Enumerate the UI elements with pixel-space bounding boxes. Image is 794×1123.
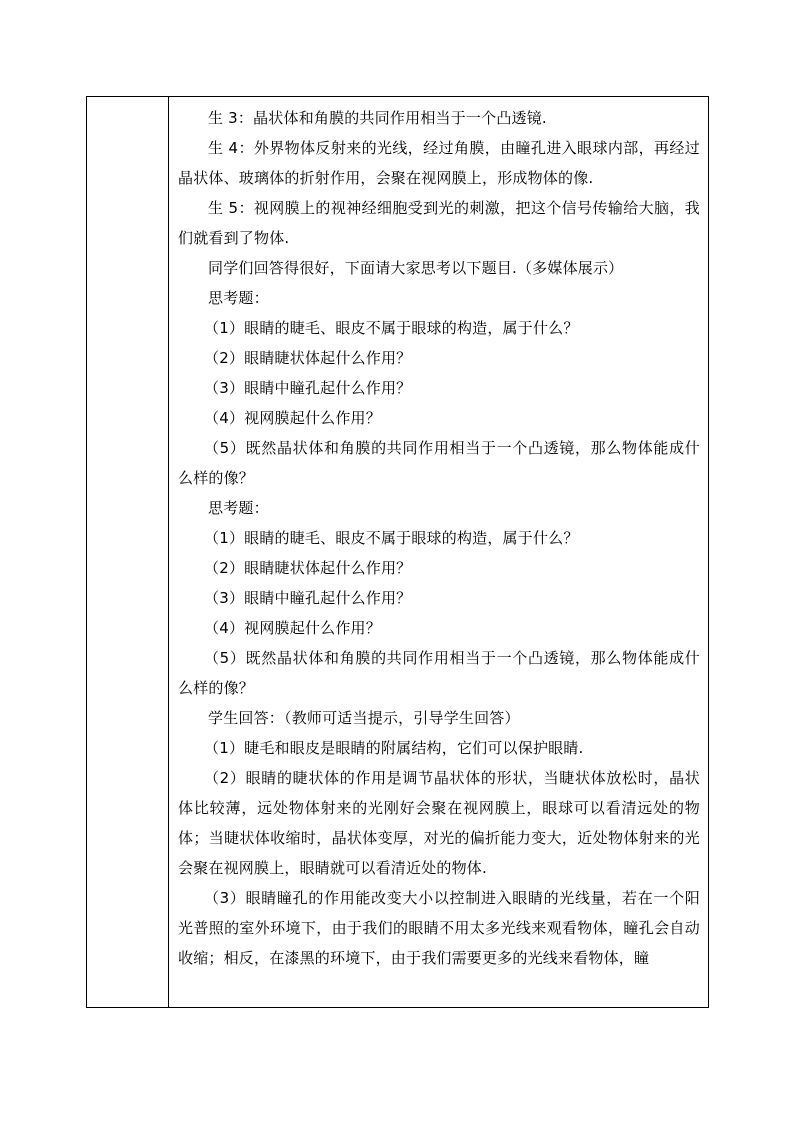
paragraph: （1）眼睛的睫毛、眼皮不属于眼球的构造，属于什么？ (204, 319, 579, 337)
paragraph: （4）视网膜起什么作用？ (204, 619, 381, 637)
paragraph: 学生回答：（教师可适当提示，引导学生回答） (208, 709, 520, 727)
paragraph: （2）眼睛睫状体起什么作用？ (204, 349, 412, 367)
paragraph: （4）视网膜起什么作用？ (204, 409, 381, 427)
paragraph: 同学们回答得很好，下面请大家思考以下题目.（多媒体展示） (208, 259, 624, 277)
lesson-table (86, 96, 709, 1008)
paragraph: 生 4：外界物体反射来的光线，经过角膜，由瞳孔进入眼球内部，再经过晶状体、玻璃体的折射作用，会聚在视网膜上，形成物体的像. (178, 139, 700, 187)
paragraph: 生 5：视网膜上的视神经细胞受到光的刺激，把这个信号传输给大脑，我们就看到了物体. (178, 199, 700, 247)
paragraph: （3）眼睛瞳孔的作用能改变大小以控制进入眼睛的光线量，若在一个阳光普照的室外环境下，由于我们的眼睛不用太多光线来观看物体，瞳孔会自动收缩；相反，在漆黑的环境下，由于我们需要更多的光线来看物体，瞳 (178, 889, 700, 967)
paragraph: （1）眼睛的睫毛、眼皮不属于眼球的构造，属于什么？ (204, 529, 579, 547)
paragraph: 生 3：晶状体和角膜的共同作用相当于一个凸透镜. (208, 109, 547, 127)
paragraph: （1）睫毛和眼皮是眼睛的附属结构，它们可以保护眼睛. (204, 739, 584, 757)
paragraph: （5）既然晶状体和角膜的共同作用相当于一个凸透镜，那么物体能成什么样的像？ (178, 649, 700, 697)
table-content-cell (169, 97, 708, 1007)
table-left-cell (87, 97, 169, 1007)
paragraph: 思考题： (208, 289, 269, 307)
paragraph: （3）眼睛中瞳孔起什么作用？ (204, 379, 412, 397)
paragraph: 思考题： (208, 499, 269, 517)
paragraph: （2）眼睛睫状体起什么作用？ (204, 559, 412, 577)
paragraph: （3）眼睛中瞳孔起什么作用？ (204, 589, 412, 607)
paragraph: （5）既然晶状体和角膜的共同作用相当于一个凸透镜，那么物体能成什么样的像？ (178, 439, 700, 487)
paragraph: （2）眼睛的睫状体的作用是调节晶状体的形状，当睫状体放松时，晶状体比较薄，远处物体射来的光刚好会聚在视网膜上，眼球可以看清远处的物体；当睫状体收缩时，晶状体变厚，对光的偏折能力变大，近处物体射来的光会聚在视网膜上，眼睛就可以看清近处的物体. (178, 769, 700, 877)
